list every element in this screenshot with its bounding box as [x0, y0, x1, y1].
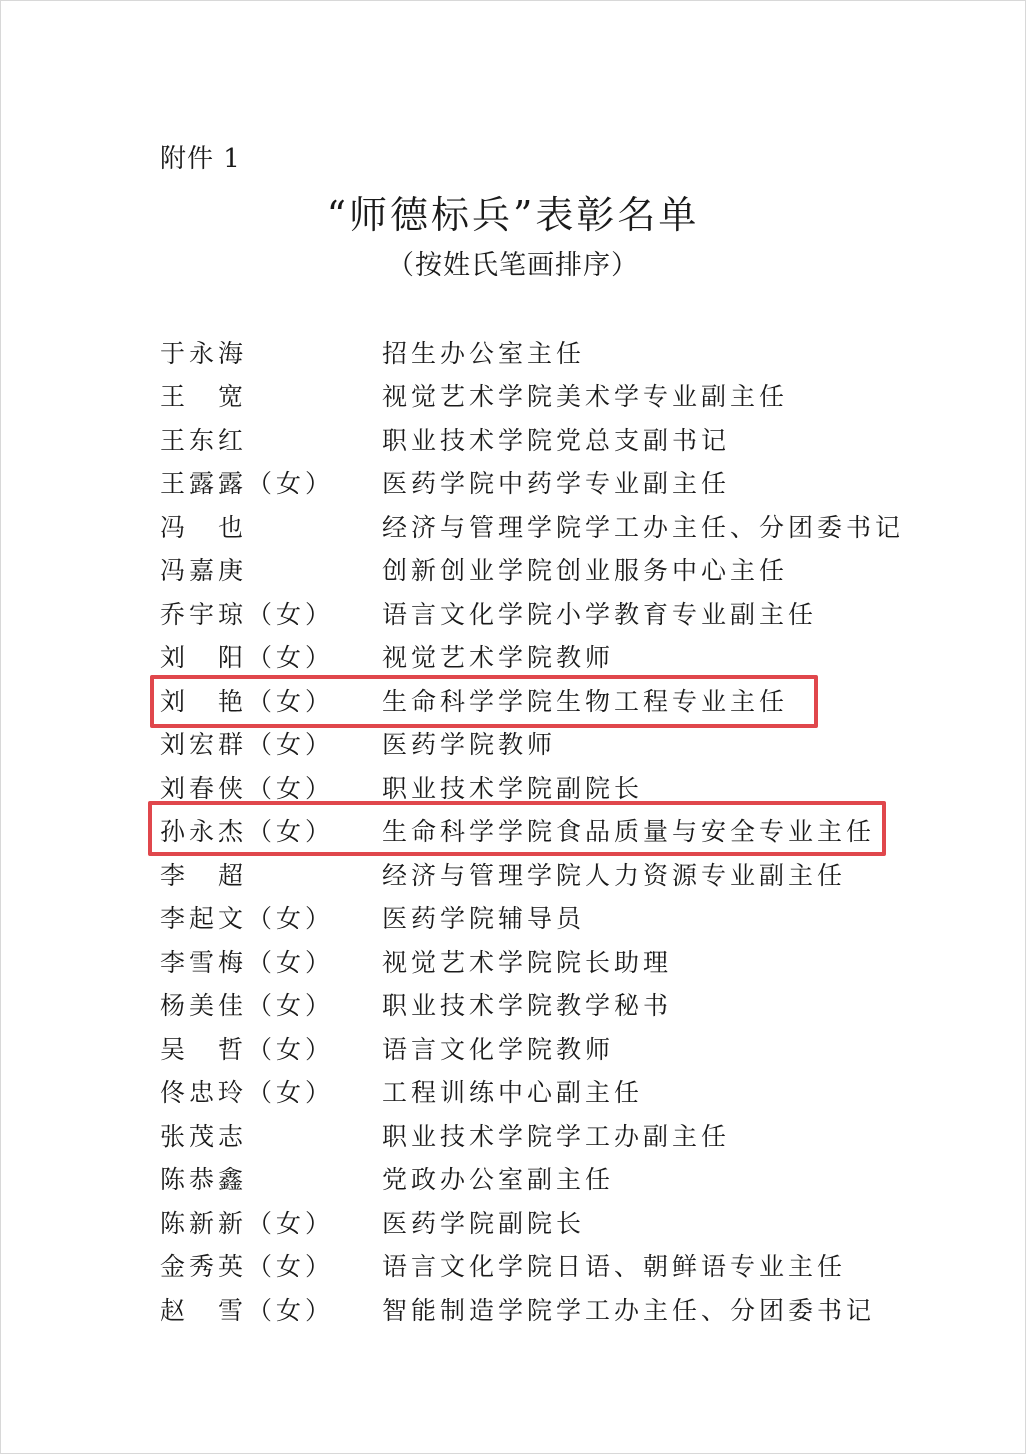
honoree-position: 语言文化学院日语、朝鲜语专业主任: [382, 1252, 847, 1282]
honoree-position: 工程训练中心副主任: [382, 1078, 644, 1108]
honoree-name: 刘春侠（女）: [160, 773, 335, 803]
honoree-row: [160, 1157, 920, 1201]
honoree-name: 王 宽: [160, 382, 248, 412]
honoree-position: 医药学院辅导员: [382, 904, 586, 934]
honoree-position: 创新创业学院创业服务中心主任: [382, 556, 789, 586]
honoree-name: 陈新新（女）: [160, 1208, 335, 1238]
honoree-row: [160, 1200, 920, 1244]
honoree-position: 生命科学学院生物工程专业主任: [382, 686, 789, 716]
honoree-row: [160, 1113, 920, 1157]
honoree-name: 佟忠玲（女）: [160, 1078, 335, 1108]
honoree-position: 智能制造学院学工办主任、分团委书记: [382, 1295, 876, 1325]
honoree-name: 陈恭鑫: [160, 1165, 248, 1195]
honoree-row: [160, 330, 920, 374]
honoree-position: 党政办公室副主任: [382, 1165, 615, 1195]
honoree-name: 刘宏群（女）: [160, 730, 335, 760]
honoree-row: [160, 983, 920, 1027]
honoree-name: 冯嘉庚: [160, 556, 248, 586]
honoree-name: 刘 艳（女）: [160, 686, 335, 716]
honoree-position: 经济与管理学院人力资源专业副主任: [382, 860, 847, 890]
honoree-row: [160, 374, 920, 418]
honoree-name: 于永海: [160, 338, 248, 368]
honoree-position: 招生办公室主任: [382, 338, 586, 368]
honoree-row: [160, 1244, 920, 1288]
document-title: “师德标兵”表彰名单: [326, 193, 700, 237]
honoree-row: [160, 417, 920, 461]
honoree-position: 医药学院副院长: [382, 1208, 586, 1238]
honoree-row: [160, 1026, 920, 1070]
honoree-name: 李雪梅（女）: [160, 947, 335, 977]
honoree-row: [160, 1070, 920, 1114]
honoree-row: [160, 591, 920, 635]
honoree-position: 职业技术学院党总支副书记: [382, 425, 731, 455]
honoree-position: 职业技术学院学工办副主任: [382, 1121, 731, 1151]
honoree-name: 李起文（女）: [160, 904, 335, 934]
honoree-position: 职业技术学院教学秘书: [382, 991, 673, 1021]
highlight-box-liu-yan: [150, 675, 818, 728]
honoree-position: 视觉艺术学院美术学专业副主任: [382, 382, 789, 412]
honoree-position: 医药学院教师: [382, 730, 557, 760]
honoree-position: 视觉艺术学院教师: [382, 643, 615, 673]
honoree-position: 语言文化学院教师: [382, 1034, 615, 1064]
honoree-row: [160, 1287, 920, 1331]
honoree-row: [160, 722, 920, 766]
honoree-position: 生命科学学院食品质量与安全专业主任: [382, 817, 876, 847]
honoree-name: 吴 哲（女）: [160, 1034, 335, 1064]
honoree-name: 赵 雪（女）: [160, 1295, 335, 1325]
honoree-name: 李 超: [160, 860, 248, 890]
highlight-box-sun-yongjie: [148, 801, 886, 856]
honoree-position: 医药学院中药学专业副主任: [382, 469, 731, 499]
document-subtitle: （按姓氏笔画排序）: [387, 250, 639, 281]
honoree-position: 视觉艺术学院院长助理: [382, 947, 673, 977]
honoree-row: [160, 939, 920, 983]
honoree-row: [160, 548, 920, 592]
honoree-row: [160, 852, 920, 896]
honoree-row: [160, 504, 920, 548]
honoree-position: 语言文化学院小学教育专业副主任: [382, 599, 818, 629]
honoree-name: 刘 阳（女）: [160, 643, 335, 673]
honoree-row: [160, 896, 920, 940]
attachment-label: 附件 1: [160, 144, 241, 174]
honoree-name: 杨美佳（女）: [160, 991, 335, 1021]
honoree-row: [160, 461, 920, 505]
honoree-name: 孙永杰（女）: [160, 817, 335, 847]
honoree-name: 乔宇琼（女）: [160, 599, 335, 629]
honoree-name: 冯 也: [160, 512, 248, 542]
honoree-name: 张茂志: [160, 1121, 248, 1151]
honoree-position: 经济与管理学院学工办主任、分团委书记: [382, 512, 905, 542]
honoree-name: 金秀英（女）: [160, 1252, 335, 1282]
honoree-position: 职业技术学院副院长: [382, 773, 644, 803]
honoree-name: 王露露（女）: [160, 469, 335, 499]
honoree-row: [160, 635, 920, 679]
honoree-name: 王东红: [160, 425, 248, 455]
